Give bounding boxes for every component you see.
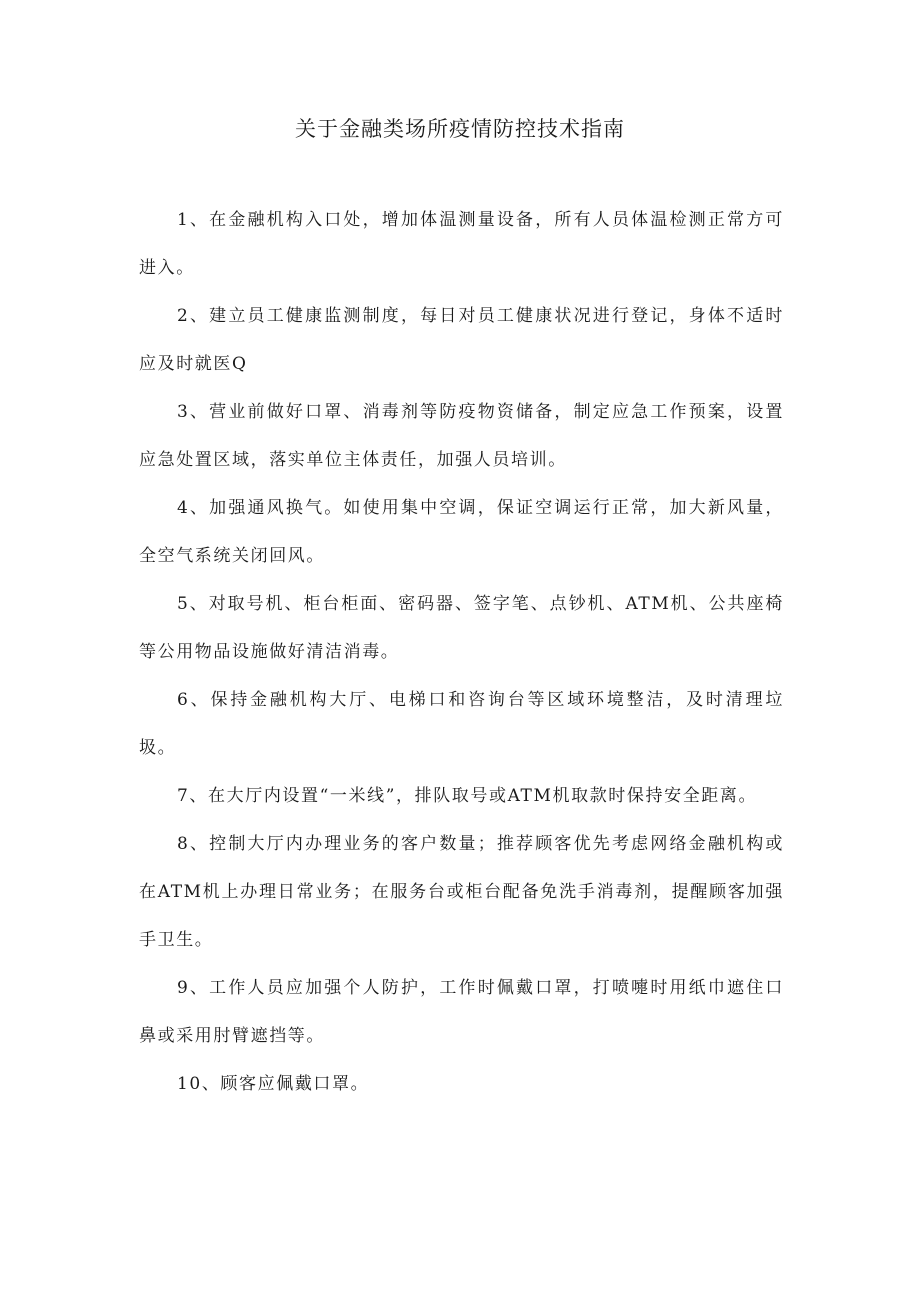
guideline-item-7: 7、在大厅内设置“一米线”，排队取号或ATM机取款时保持安全距离。 [177, 786, 758, 806]
guideline-item-3: 3、营业前做好口罩、消毒剂等防疫物资储备，制定应急工作预案，设置应急处置区域，落实单位主体责任，加强人员培训。 [139, 402, 784, 470]
guideline-item-10: 10、顾客应佩戴口罩。 [177, 1074, 370, 1094]
document-title: 关于金融类场所疫情防控技术指南 [295, 117, 625, 141]
guideline-list [139, 196, 784, 1108]
guideline-item-5: 5、对取号机、柜台柜面、密码器、签字笔、点钞机、ATM机、公共座椅等公用物品设施做好清洁消毒。 [139, 594, 784, 662]
guideline-item-2: 2、建立员工健康监测制度，每日对员工健康状况进行登记，身体不适时应及时就医Q [139, 306, 784, 374]
guideline-item-9: 9、工作人员应加强个人防护，工作时佩戴口罩，打喷嚏时用纸巾遮住口鼻或采用肘臂遮挡等。 [139, 978, 784, 1046]
guideline-item-8: 8、控制大厅内办理业务的客户数量；推荐顾客优先考虑网络金融机构或在ATM机上办理日常业务；在服务台或柜台配备免洗手消毒剂，提醒顾客加强手卫生。 [139, 834, 784, 950]
guideline-item-4: 4、加强通风换气。如使用集中空调，保证空调运行正常，加大新风量，全空气系统关闭回风。 [139, 498, 784, 566]
guideline-item-1: 1、在金融机构入口处，增加体温测量设备，所有人员体温检测正常方可进入。 [139, 210, 784, 278]
guideline-item-6: 6、保持金融机构大厅、电梯口和咨询台等区域环境整洁，及时清理垃圾。 [139, 690, 784, 758]
